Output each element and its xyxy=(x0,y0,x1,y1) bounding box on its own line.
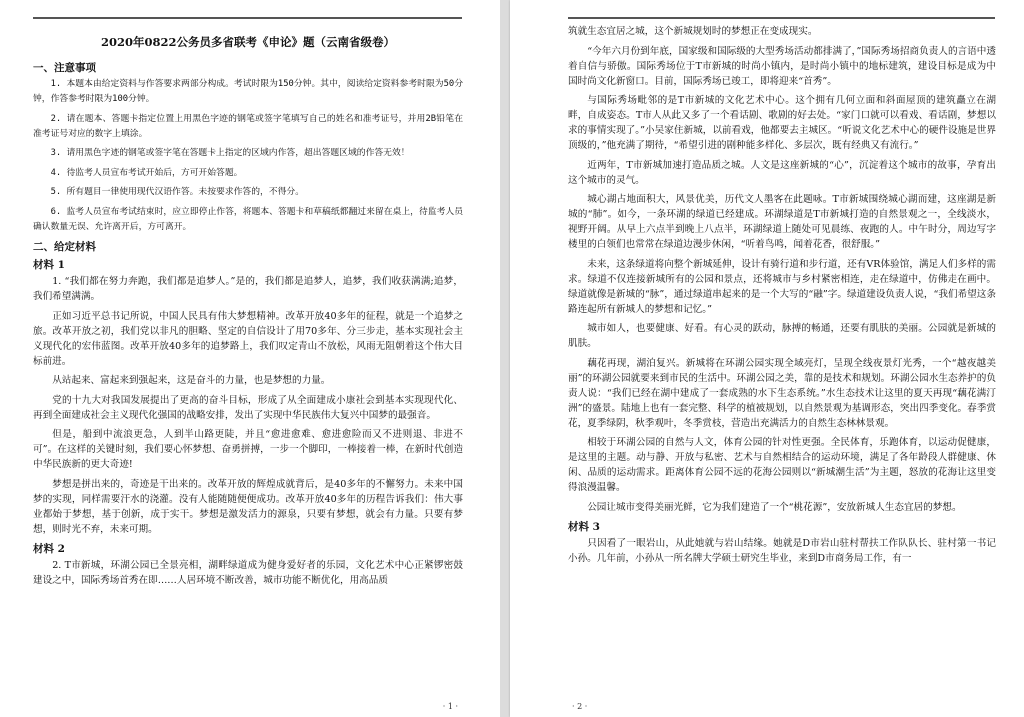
material-paragraph: 近两年，T市新城加速打造品质之城。人文是这座新城的“心”，沉淀着这个城市的故事，孕育出这个城市的灵气。 xyxy=(568,159,996,186)
material-paragraph: 藕花再现，湖泊复兴。新城将在环湖公园实现全域亮灯，呈现全线夜景灯光秀，一个“越夜越美丽”的环湖公园就要来到市民的生活中。环湖公园之美，靠的是技术和规划。环湖公园水生态养护的负责人说：“我们已经在湖中建成了一套成熟的水下生态系统。”水生态技术让这里的夏天再现“藕花满汀洲”的盛景。陆地上也有一套完整、科学的植被规划，以自然景观为基调形态，突出四季变化。春季赏花，夏季绿阴，秋季观叶，冬季赏枝，营造出充满活力的自然生态林林景观。 xyxy=(568,357,996,429)
material-paragraph: 公园让城市变得美丽光鲜，它为我们建造了一个“桃花源”，安放新城人生态宜居的梦想。 xyxy=(587,501,962,513)
header-rule xyxy=(33,17,462,19)
section-heading-materials: 二、给定材料 xyxy=(33,241,96,253)
page-number: · 1 · xyxy=(442,702,458,711)
material-paragraph: 与国际秀场毗邻的是T市新城的文化艺术中心。这个拥有几何立面和斜面屋顶的建筑矗立在湖畔，自成姿态。T市人从此又多了一个看话剧、歌剧的好去处。“家门口就可以看戏、看话剧，梦想以求的事情实现了。”小吴家住新城，以前看戏，他都要去主城区。“听说文化艺术中心的硬件设施是世界顶级的，”他充满了期待，“希望引进的剧种能多样化、多层次，既有经典又有流行。” xyxy=(568,95,996,151)
document-page-1 xyxy=(0,0,500,717)
material-paragraph: 筑就生态宜居之城，这个新城规划时的梦想正在变成现实。 xyxy=(568,26,818,37)
material-3-heading: 材料 3 xyxy=(568,521,600,533)
material-1-heading: 材料 1 xyxy=(33,259,65,271)
page-number: · 2 · xyxy=(572,702,588,711)
material-paragraph: 未来，这条绿道将向整个新城延伸，设计有骑行道和步行道，还有VR体验馆，满足人们多样的需求。绿道不仅连接新城所有的公园和景点，还将城市与乡村紧密相连，走在绿道中，仿佛走在画中。绿道就像是新城的“脉”，通过绿道串起来的是一个大写的“融”字。绿道建设负责人说，“我们希望这条路连起所有新城人的梦想和记忆。” xyxy=(568,258,996,315)
section-heading-notes: 一、注意事项 xyxy=(33,62,96,74)
material-paragraph: 党的十九大对我国发展提出了更高的奋斗目标，形成了从全面建成小康社会到基本实现现代化、再到全面建成社会主义现代化强国的战略安排，发出了实现中华民族伟大复兴中国梦的最强音。 xyxy=(33,394,463,421)
material-paragraph: “今年六月份到年底，国家级和国际级的大型秀场活动都排满了，”国际秀场招商负责人的言语中透着自信与骄傲。国际秀场位于T市新城的时尚小镇内，是时尚小镇中的地标建筑，建设目标是成为中国时尚文化新窗口。目前，国际秀场已竣工，即将迎来“首秀”。 xyxy=(568,45,996,87)
material-paragraph: 正如习近平总书记所说，中国人民具有伟大梦想精神。改革开放40多年的征程，就是一个追梦之旅。改革开放之初，我们党以非凡的胆略、坚定的自信设计了用70多年、分三步走，基本实现社会主义现代化的宏伟蓝图。改革开放40多年的追梦路上，我们叹定青山不放松，风雨无阻朝着这个伟大目标前进。 xyxy=(33,310,463,367)
page-1-content xyxy=(33,24,463,593)
notice-item: 4. 待监考人员宣布考试开始后，方可开始答题。 xyxy=(50,167,243,178)
material-paragraph: 1. “我们都在努力奔跑，我们都是追梦人。”是的，我们都是追梦人，追梦，我们收获满满;追梦，我们希望满满。 xyxy=(33,276,463,302)
material-paragraph: 城心湖占地面积大，风景优美，历代文人墨客在此题咏。T市新城围绕城心湖而建，这座湖是新城的“肺”。如今，一条环湖的绿道已经建成。环湖绿道是T市新城打造的自然景观之一，全线淡水，视野开阔。从早上六点半到晚上八点半，环湖绿道上随处可见晨练、夜跑的人。中午时分，周边写字楼里的白领们也常常在绿道边漫步休闲，“听着鸟鸣，闻着花香，很舒服。” xyxy=(568,194,996,250)
notice-item: 3. 请用黑色字迹的钢笔或签字笔在答题卡上指定的区域内作答，超出答题区域的作答无效！ xyxy=(50,148,410,158)
material-paragraph: 城市如人，也要健康、好看。有心灵的跃动，脉搏的畅通，还要有肌肤的美丽。公园就是新城的肌肤。 xyxy=(568,323,996,349)
notice-item: 1. 本题本由给定资料与作答要求两部分构成。考试时限为150分钟。其中，阅读给定资料参考时限为50分钟，作答参考时限为100分钟。 xyxy=(33,79,463,104)
notice-item: 2. 请在题本、答题卡指定位置上用黑色字迹的钢笔或签字笔填写自己的姓名和准考证号，并用2B铅笔在准考证号对应的数字上填涂。 xyxy=(33,113,463,139)
document-title: 2020年0822公务员多省联考《申论》题（云南省级卷） xyxy=(100,35,395,49)
material-paragraph: 2. T市新城，环湖公园已全景亮相，湖畔绿道成为健身爱好者的乐园，文化艺术中心正紧锣密鼓建设之中，国际秀场首秀在即……人居环境不断改善，城市功能不断优化，用高品质 xyxy=(33,560,463,586)
page-2-content xyxy=(568,24,996,571)
material-paragraph: 但是，船到中流浪更急，人到半山路更陡，并且“愈进愈难、愈进愈险而又不进则退、非进不可”。在这样的关键时刻，我们要心怀梦想、奋勇拼搏，一步一个脚印，一棒接着一棒，在新时代创造中华民族新的更大奇迹! xyxy=(33,429,463,470)
document-page-2 xyxy=(510,0,1024,717)
material-paragraph: 梦想是拼出来的，奇迹是干出来的。改革开放的辉煌成就背后，是40多年的不懈努力。未来中国 梦的实现，同样需要汗水的浇灌。没有人能随随便便成功。改革开放40多年的历程告诉我们：伟大事业都始于梦想，基于创新，成于实干。梦想是激发活力的源泉，只要有梦想，就会有力量。只要有梦想，则时光不弃，未来可期。 xyxy=(33,478,463,535)
material-paragraph: 相较于环湖公园的自然与人文，体育公园的针对性更强。全民体育，乐跑体育，以运动促健康，是这里的主题。动与静、开放与私密、艺术与自然相结合的运动环境，满足了各年龄段人群健康、休闲、品质的运动需求。距离体育公园不远的花海公园则以“新城潮生活”为主题，怒放的花海让这里变得浪漫温馨。 xyxy=(568,437,996,493)
material-paragraph: 从站起来、富起来到强起来，这是奋斗的力量，也是梦想的力量。 xyxy=(52,375,331,386)
page-gap xyxy=(500,0,510,717)
material-2-heading: 材料 2 xyxy=(33,543,65,555)
material-paragraph: 只因看了一眼岩山，从此她就与岩山结缘。她就是D市岩山驻村帮扶工作队队长、驻村第一书记小孙。几年前，小孙从一所名牌大学硕士研究生毕业，来到D市商务局工作，有一 xyxy=(568,538,996,564)
notice-item: 5. 所有题目一律使用现代汉语作答。未按要求作答的，不得分。 xyxy=(50,187,304,197)
header-rule xyxy=(568,17,995,19)
notice-item: 6. 监考人员宣布考试结束时，应立即停止作答，将题本、答题卡和草稿纸都翻过来留在桌上，待监考人员确认数量无误、允许离开后，方可离开。 xyxy=(33,206,463,232)
